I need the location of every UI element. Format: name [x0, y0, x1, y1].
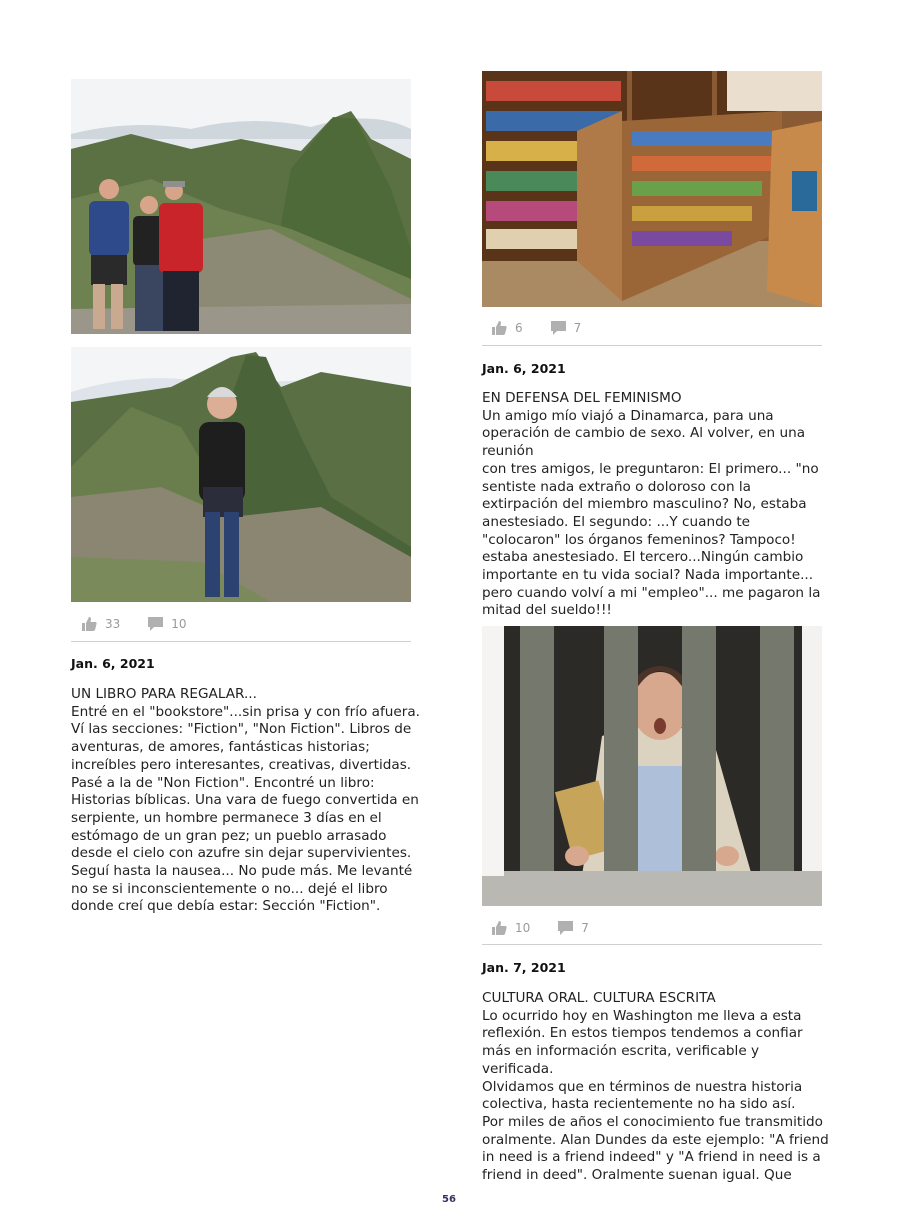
- post-title: EN DEFENSA DEL FEMINISMO: [482, 390, 682, 406]
- post-line: Seguí hasta la nausea... No pude más. Me levanté: [71, 863, 413, 880]
- comment-count: 10: [171, 617, 187, 631]
- post-line: colectiva, hasta recientemente no ha sido así.: [482, 1096, 796, 1113]
- comment-button[interactable]: [551, 321, 582, 335]
- page-number: 56: [442, 1194, 456, 1205]
- post-line: estómago de un gran pez; un pueblo arrasado: [71, 827, 387, 844]
- post-line: Por miles de años el conocimiento fue transmitido: [482, 1113, 823, 1130]
- post-line: extirpación del miembro masculino? No, estaba: [482, 496, 807, 513]
- post-title: UN LIBRO PARA REGALAR...: [71, 686, 257, 702]
- speech-bubble-icon: [148, 617, 163, 631]
- thumbs-up-icon: [492, 321, 507, 335]
- post-line: Ví las secciones: "Fiction", "Non Fiction". Libros de: [71, 721, 412, 738]
- post-date: Jan. 6, 2021: [482, 361, 566, 376]
- post-line: no se si inconscientemente o no... dejé el libro: [71, 880, 388, 897]
- photo-machu-picchu-woman: [71, 347, 411, 602]
- comment-count: 7: [573, 321, 582, 335]
- post-line: Un amigo mío viajó a Dinamarca, para una: [482, 407, 774, 424]
- post-body: [71, 686, 421, 916]
- post-line: mitad del sueldo!!!: [482, 602, 612, 619]
- post-date: Jan. 7, 2021: [482, 960, 566, 975]
- post-title: CULTURA ORAL. CULTURA ESCRITA: [482, 990, 716, 1006]
- post-line: estaba anestesiado. El tercero...Ningún cambio: [482, 549, 804, 566]
- post-date: Jan. 6, 2021: [71, 656, 155, 671]
- divider: [482, 944, 822, 945]
- post-line: pero cuando volví a mi "empleo"... me pagaron la: [482, 584, 821, 601]
- comment-count: 7: [581, 921, 589, 935]
- post-line: friend in deed". Oralmente suenan igual. Que: [482, 1167, 792, 1184]
- post-line: "colocaron" los órganos femeninos? Tampoco!: [482, 531, 796, 548]
- like-button[interactable]: [492, 321, 523, 335]
- like-button[interactable]: [82, 617, 120, 631]
- post-line: importante en tu vida social? Nada importante...: [482, 567, 814, 584]
- like-count: 10: [515, 921, 531, 935]
- post-line: aventuras, de amores, fantásticas historias;: [71, 739, 370, 756]
- like-button[interactable]: [492, 921, 530, 935]
- post-body: [482, 990, 832, 1185]
- thumbs-up-icon: [82, 617, 97, 631]
- stats-bar: [492, 318, 609, 338]
- photo-bookstore: [482, 71, 822, 307]
- post-line: Historias bíblicas. Una vara de fuego convertida en: [71, 792, 419, 809]
- divider: [482, 345, 822, 346]
- like-count: 33: [105, 617, 121, 631]
- post-line: con tres amigos, le preguntaron: El primero... "no: [482, 460, 819, 477]
- divider: [71, 641, 411, 642]
- thumbs-up-icon: [492, 921, 507, 935]
- post-line: reunión: [482, 443, 534, 460]
- post-line: Entré en el "bookstore"...sin prisa y con frío afuera.: [71, 703, 420, 720]
- stats-bar: [82, 614, 215, 634]
- post-line: más en información escrita, verificable y verificada.: [482, 1043, 760, 1077]
- photo-machu-picchu-group: [71, 79, 411, 334]
- post-line: reflexión. En estos tiempos tendemos a confiar: [482, 1025, 803, 1042]
- post-line: sentiste nada extraño o doloroso con la: [482, 478, 752, 495]
- post-line: anestesiado. El segundo: ...Y cuando te: [482, 513, 751, 530]
- speech-bubble-icon: [551, 321, 566, 335]
- speech-bubble-icon: [558, 921, 573, 935]
- post-line: Olvidamos que en términos de nuestra historia: [482, 1078, 803, 1095]
- post-line: oralmente. Alan Dundes da este ejemplo: "A friend: [482, 1131, 829, 1148]
- post-line: increíbles pero interesantes, creativas, divertidas.: [71, 756, 412, 773]
- post-line: desde el cielo con azufre sin dejar supervivientes.: [71, 845, 412, 862]
- post-line: in need is a friend indeed" y "A friend in need is a: [482, 1149, 821, 1166]
- like-count: 6: [515, 321, 523, 335]
- post-body: [482, 390, 832, 620]
- post-line: donde creí que debía estar: Sección "Fiction".: [71, 898, 381, 915]
- comment-button[interactable]: [558, 921, 589, 935]
- post-line: Pasé a la de "Non Fiction". Encontré un libro:: [71, 774, 375, 791]
- comment-button[interactable]: [148, 617, 186, 631]
- post-line: operación de cambio de sexo. Al volver, en una: [482, 425, 806, 442]
- photo-woman-behind-bars: [482, 626, 822, 906]
- post-line: serpiente, un hombre permanece 3 días en el: [71, 809, 382, 826]
- post-line: Lo ocurrido hoy en Washington me lleva a esta: [482, 1007, 802, 1024]
- stats-bar: [492, 918, 617, 938]
